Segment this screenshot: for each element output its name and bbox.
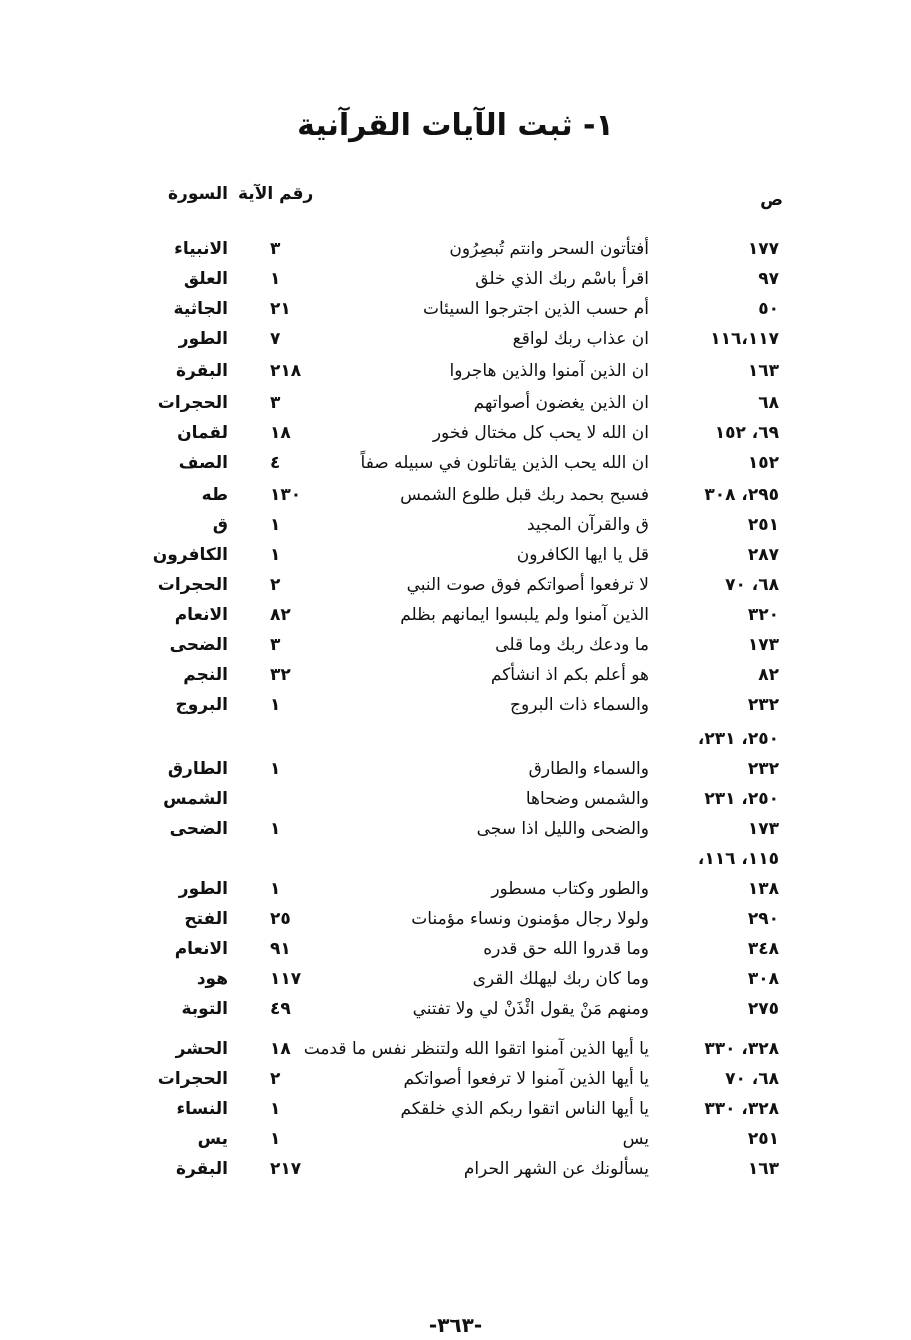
table-row: [0, 358, 911, 388]
table-row: [0, 1096, 911, 1126]
page-ref: ١٧٣: [747, 635, 779, 655]
ayah-number: ٣٢: [270, 665, 291, 685]
table-row: [0, 996, 911, 1026]
verse-text: ولولا رجال مؤمنون ونساء مؤمنات: [411, 909, 649, 929]
surah-name: الحجرات: [157, 575, 228, 595]
surah-name: البروج: [175, 695, 228, 715]
ayah-number: ١١٧: [270, 969, 302, 989]
page-ref: ٢٥١: [747, 1129, 779, 1149]
page-ref: ٢٧٥: [747, 999, 779, 1019]
header-surah: السورة: [168, 184, 228, 204]
table-row: [0, 756, 911, 786]
table-row: [0, 602, 911, 632]
page-ref: ٦٨، ٧٠: [725, 1069, 779, 1089]
page-ref: ٢٩٠: [747, 909, 779, 929]
surah-name: الانبياء: [174, 239, 228, 259]
page-ref: ٦٩، ١٥٢: [714, 423, 779, 443]
page-ref: ٨٢: [758, 665, 779, 685]
ayah-number: ٣: [270, 239, 281, 259]
surah-name: الفتح: [184, 909, 228, 929]
verse-text: لا ترفعوا أصواتكم فوق صوت النبي: [406, 575, 649, 595]
table-row: [0, 1066, 911, 1096]
surah-name: البقرة: [176, 361, 228, 381]
page-ref: ١٦٣: [747, 1159, 779, 1179]
verse-text: ان الذين يغضون أصواتهم: [473, 393, 649, 413]
page-ref: ١٣٨: [747, 879, 779, 899]
verse-text: وما قدروا الله حق قدره: [483, 939, 649, 959]
verse-text: يا أيها الذين آمنوا لا ترفعوا أصواتكم: [403, 1069, 649, 1089]
table-row: [0, 420, 911, 450]
surah-name: الحجرات: [157, 393, 228, 413]
verse-text: قل يا ايها الكافرون: [516, 545, 649, 565]
verse-text: يس: [622, 1129, 649, 1149]
ayah-number: ١: [270, 269, 281, 289]
surah-name: يس: [197, 1129, 228, 1149]
page-ref: ٦٨، ٧٠: [725, 575, 779, 595]
surah-name: هود: [196, 969, 228, 989]
table-row: [0, 632, 911, 662]
header-page: ص: [760, 190, 783, 210]
ayah-number: ٢١: [270, 299, 291, 319]
surah-name: الشمس: [163, 789, 228, 809]
verse-text: والضحى والليل اذا سجى: [476, 819, 649, 839]
ayah-number: ٢: [270, 575, 281, 595]
ayah-number: ٩١: [270, 939, 291, 959]
ayah-number: ١: [270, 1099, 281, 1119]
verse-text: أفتأتون السحر وانتم تُبصِرُون: [449, 239, 649, 259]
table-row: [0, 390, 911, 420]
ayah-number: ٨٢: [270, 605, 291, 625]
ayah-number: ٢١٧: [270, 1159, 302, 1179]
ayah-number: ١: [270, 695, 281, 715]
page-ref: ٣٢٨، ٣٣٠: [704, 1099, 779, 1119]
surah-name: التوبة: [181, 999, 228, 1019]
table-row: [0, 1156, 911, 1186]
table-row: [0, 482, 911, 512]
surah-name: طه: [201, 485, 228, 505]
page-ref: ٣٠٨: [747, 969, 779, 989]
ayah-number: ٢١٨: [270, 361, 302, 381]
table-row: [0, 876, 911, 906]
ayah-number: ٣: [270, 393, 281, 413]
ayah-number: ١٣٠: [270, 485, 302, 505]
verse-text: والطور وكتاب مسطور: [491, 879, 649, 899]
verse-text: ما ودعك ربك وما قلى: [495, 635, 649, 655]
verse-text: ان الله يحب الذين يقاتلون في سبيله صفاً: [360, 453, 649, 473]
verse-text: يا أيها الذين آمنوا اتقوا الله ولتنظر نفس ما قدمت: [303, 1039, 649, 1059]
ayah-number: ١: [270, 515, 281, 535]
page-ref: ٢٥١: [747, 515, 779, 535]
page-ref: ١٦٣: [747, 361, 779, 381]
table-row: [0, 572, 911, 602]
table-row: [0, 296, 911, 326]
verse-text: الذين آمنوا ولم يلبسوا ايمانهم بظلم: [400, 605, 649, 625]
verse-text: يا أيها الناس اتقوا ربكم الذي خلقكم: [400, 1099, 649, 1119]
table-row: [0, 236, 911, 266]
verse-text: ان الذين آمنوا والذين هاجروا: [449, 361, 649, 381]
table-row: [0, 1036, 911, 1066]
ayah-number: ١: [270, 545, 281, 565]
surah-name: النجم: [183, 665, 228, 685]
page-ref: ١١٦،١١٧: [710, 329, 779, 349]
page-ref: ٢٨٧: [747, 545, 779, 565]
page-ref: ٢٥٠، ٢٣١: [704, 789, 779, 809]
table-row: [0, 726, 911, 756]
ayah-number: ١: [270, 879, 281, 899]
page-ref: ١٥٢: [747, 453, 779, 473]
table-row: [0, 266, 911, 296]
surah-name: لقمان: [177, 423, 228, 443]
surah-name: الحشر: [175, 1039, 228, 1059]
ayah-number: ٧: [270, 329, 281, 349]
surah-name: الانعام: [174, 605, 228, 625]
surah-name: العلق: [183, 269, 228, 289]
verse-text: ان عذاب ربك لواقع: [512, 329, 649, 349]
surah-name: الكافرون: [152, 545, 228, 565]
page-ref: ١٧٧: [747, 239, 779, 259]
table-row: [0, 692, 911, 722]
table-row: [0, 662, 911, 692]
surah-name: الطارق: [167, 759, 228, 779]
page-ref: ٢٩٥، ٣٠٨: [704, 485, 779, 505]
table-row: [0, 1126, 911, 1156]
page-ref: ٥٠: [758, 299, 779, 319]
page-ref: ٣٢٨، ٣٣٠: [704, 1039, 779, 1059]
verse-text: والشمس وضحاها: [525, 789, 649, 809]
page-ref: ٢٣٢: [747, 695, 779, 715]
table-row: [0, 936, 911, 966]
ayah-number: ١: [270, 759, 281, 779]
page-ref: ٢٥٠، ٢٣١،: [697, 729, 779, 749]
page-title: ١- ثبت الآيات القرآنية: [297, 108, 614, 143]
verse-text: هو أعلم بكم اذ انشأكم: [490, 665, 649, 685]
page-number: -٣٦٣-: [428, 1313, 483, 1337]
table-row: [0, 906, 911, 936]
surah-name: الضحى: [169, 819, 228, 839]
table-row: [0, 846, 911, 876]
surah-name: ق: [212, 515, 228, 535]
verse-text: يسألونك عن الشهر الحرام: [463, 1159, 649, 1179]
page-ref: ٣٤٨: [747, 939, 779, 959]
ayah-number: ٢٥: [270, 909, 291, 929]
verse-text: ق والقرآن المجيد: [526, 515, 649, 535]
ayah-number: ١: [270, 819, 281, 839]
page-ref: ١١٥، ١١٦،: [697, 849, 779, 869]
surah-name: الطور: [178, 329, 228, 349]
ayah-number: ٤٩: [270, 999, 291, 1019]
page-ref: ٦٨: [758, 393, 779, 413]
verse-text: ان الله لا يحب كل مختال فخور: [432, 423, 649, 443]
surah-name: الطور: [178, 879, 228, 899]
page-ref: ١٧٣: [747, 819, 779, 839]
surah-name: الجاثية: [173, 299, 228, 319]
verse-text: أم حسب الذين اجترجوا السيئات: [423, 299, 649, 319]
table-row: [0, 450, 911, 480]
surah-name: البقرة: [176, 1159, 228, 1179]
ayah-number: ١٨: [270, 423, 291, 443]
ayah-number: ١: [270, 1129, 281, 1149]
table-row: [0, 512, 911, 542]
ayah-number: ٤: [270, 453, 281, 473]
ayah-number: ٢: [270, 1069, 281, 1089]
surah-name: النساء: [176, 1099, 228, 1119]
ayah-number: ١٨: [270, 1039, 291, 1059]
verse-text: والسماء والطارق: [528, 759, 649, 779]
page-ref: ٩٧: [758, 269, 779, 289]
table-row: [0, 966, 911, 996]
verse-text: والسماء ذات البروج: [510, 695, 649, 715]
table-row: [0, 542, 911, 572]
verse-text: اقرأ باسْم ربك الذي خلق: [475, 269, 649, 289]
surah-name: الحجرات: [157, 1069, 228, 1089]
table-row: [0, 326, 911, 356]
page-ref: ٢٣٢: [747, 759, 779, 779]
surah-name: الانعام: [174, 939, 228, 959]
header-ayah-number: رقم الآية: [238, 184, 314, 204]
page-ref: ٣٢٠: [747, 605, 779, 625]
table-row: [0, 786, 911, 816]
ayah-number: ٣: [270, 635, 281, 655]
verse-text: فسبح بحمد ربك قبل طلوع الشمس: [400, 485, 649, 505]
surah-name: الصف: [178, 453, 228, 473]
surah-name: الضحى: [169, 635, 228, 655]
table-row: [0, 816, 911, 846]
verse-text: ومنهم مَنْ يقول ائْذَنْ لي ولا تفتني: [412, 999, 649, 1019]
verse-text: وما كان ربك ليهلك القرى: [472, 969, 649, 989]
